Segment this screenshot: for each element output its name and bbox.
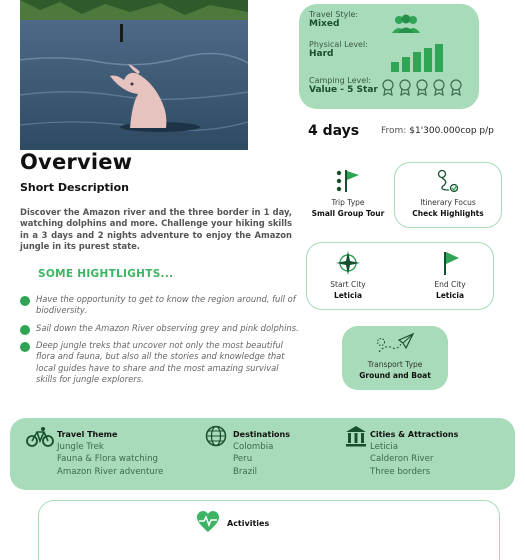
cities-title: Cities & Attractions <box>370 430 459 439</box>
price <box>381 126 494 136</box>
travel-theme-band <box>10 418 515 490</box>
compass-icon <box>335 250 361 276</box>
route-icon <box>435 168 461 194</box>
heart-pulse-icon <box>196 510 220 534</box>
travel-style-card <box>299 4 479 109</box>
physical-level-value: Hard <box>309 49 334 59</box>
start-city-value: Leticia <box>333 291 363 300</box>
list-item: Peru <box>233 454 253 465</box>
list-item: Sail down the Amazon River observing grey and pink dolphins. <box>20 323 300 334</box>
bullet-icon <box>20 325 30 335</box>
duration: 4 days <box>308 123 360 139</box>
camping-level-value: Value - 5 Star <box>309 85 378 95</box>
highlights-list <box>20 294 300 391</box>
physical-level-label: Physical Level: <box>309 40 368 49</box>
star-rating-icon <box>381 78 463 96</box>
list-item: Fauna & Flora watching <box>57 454 158 465</box>
group-icon <box>391 14 421 34</box>
short-description-title: Short Description <box>20 181 129 194</box>
signal-bars-icon <box>391 44 443 72</box>
activities-box <box>38 500 500 560</box>
paper-plane-icon <box>375 332 415 356</box>
list-item: Deep jungle treks that uncover not only the most beautiful flora and fauna, but also all the stories and knowledge that local guides have to share and the most amazing survival skills for jungle explorers. <box>20 340 300 385</box>
trip-type-value: Small Group Tour <box>311 209 385 218</box>
transport-label: Transport Type <box>367 360 423 369</box>
list-item: Amazon River adventure <box>57 466 164 477</box>
list-item: Calderon River <box>370 454 434 465</box>
bullet-icon <box>20 342 30 352</box>
itinerary-focus <box>394 168 502 218</box>
travel-style-label: Travel Style: <box>309 10 359 19</box>
list-item: Three borders <box>370 466 431 477</box>
list-item: Leticia <box>370 442 399 452</box>
end-city <box>412 250 488 300</box>
start-city-label: Start City <box>330 280 366 289</box>
list-item: Colombia <box>233 442 274 452</box>
destinations-title: Destinations <box>233 430 291 439</box>
highlights-title: SOME HIGHTLIGHTS... <box>38 268 174 280</box>
transport-type <box>342 332 448 380</box>
travel-theme-column <box>57 430 163 478</box>
price-prefix: From: <box>381 126 407 136</box>
price-amount: $1'300.000cop p/p <box>409 126 494 136</box>
bullet-icon <box>20 296 30 306</box>
dolphin-photo <box>20 0 248 150</box>
short-description-text: Discover the Amazon river and the three border in 1 day, watching dolphins and more. Challenge your hiking skills in a 3 days and 2 nights adventure to enjoy the Amazon jungle in its purest state. <box>20 207 292 252</box>
overview-title: Overview <box>20 150 133 174</box>
travel-style-value: Mixed <box>309 19 340 29</box>
start-city <box>310 250 386 300</box>
travel-theme-title: Travel Theme <box>57 430 118 439</box>
flag-icon <box>437 250 463 276</box>
destinations-column <box>233 430 290 478</box>
list-item: Have the opportunity to get to know the region around, full of biodiversity. <box>20 294 300 317</box>
list-item: Brazil <box>233 466 257 477</box>
end-city-label: End City <box>434 280 466 289</box>
trip-type <box>306 168 390 218</box>
itinerary-label: Itinerary Focus <box>420 198 476 207</box>
itinerary-value: Check Highlights <box>412 209 484 218</box>
flag-list-icon <box>335 168 361 194</box>
camping-level-label: Camping Level: <box>309 76 372 85</box>
end-city-value: Leticia <box>435 291 465 300</box>
cities-column <box>370 430 458 478</box>
globe-icon <box>205 425 227 447</box>
activities-title: Activities <box>227 519 270 528</box>
landmark-icon <box>345 425 367 447</box>
bicycle-icon <box>26 426 54 448</box>
list-item: Jungle Trek <box>57 442 104 452</box>
trip-type-label: Trip Type <box>331 198 365 207</box>
transport-value: Ground and Boat <box>359 371 431 380</box>
